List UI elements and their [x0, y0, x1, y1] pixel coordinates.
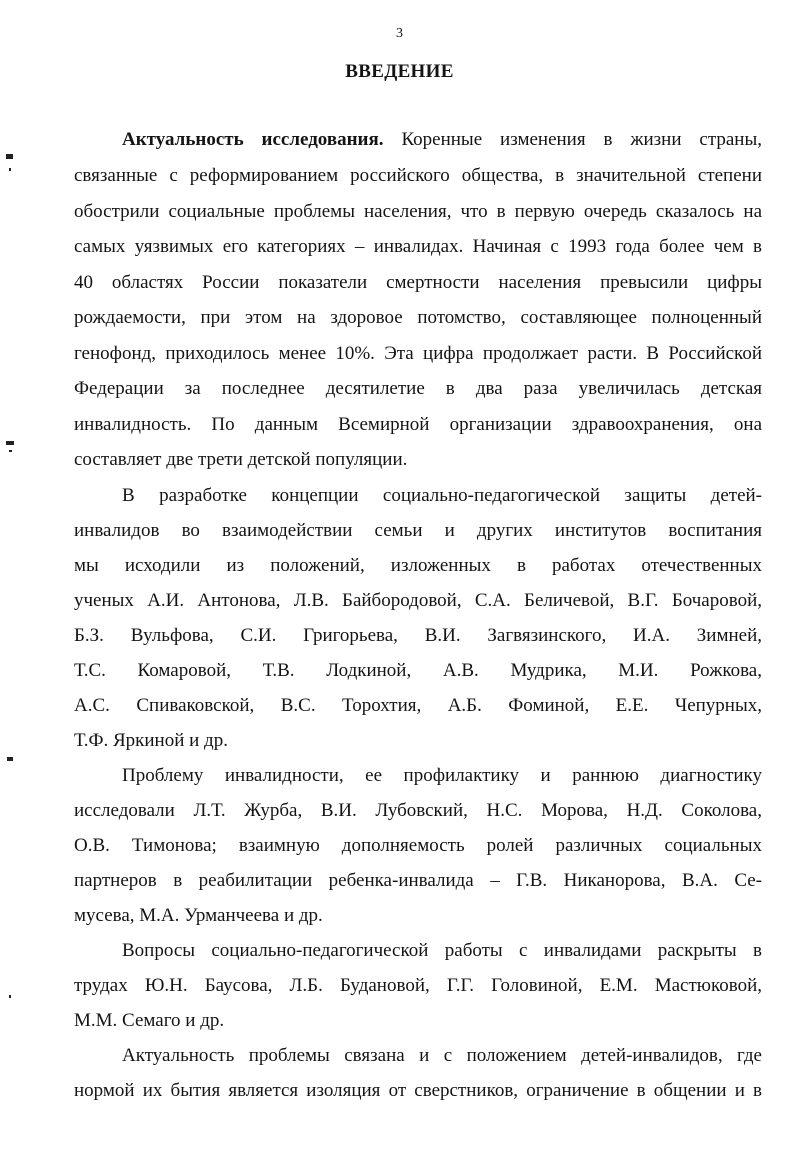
text-line: мы исходили из положений, изложенных в работах отечественных — [74, 555, 762, 576]
text-line: Актуальность проблемы связана и с положением детей-инвалидов, где — [122, 1045, 762, 1066]
page-number: 3 — [396, 26, 403, 41]
text-line: составляет две трети детской популяции. — [74, 449, 408, 470]
text-line: ученых А.И. Антонова, Л.В. Байбородовой, С.А. Беличевой, В.Г. Бочаровой, — [74, 590, 762, 611]
text-line: мусева, М.А. Урманчеева и др. — [74, 905, 323, 926]
scan-speck — [7, 757, 13, 761]
text-line: инвалидов во взаимодействии семьи и других институтов воспитания — [74, 520, 762, 541]
text-line: самых уязвимых его категориях – инвалидах. Начиная с 1993 года более чем в — [74, 236, 762, 257]
text-line: В разработке концепции социально-педагогической защиты детей- — [122, 485, 762, 506]
text-line: исследовали Л.Т. Журба, В.И. Лубовский, Н.С. Морова, Н.Д. Соколова, — [74, 800, 762, 821]
lead-heading: Актуальность исследования. — [122, 129, 384, 150]
scan-speck — [9, 168, 11, 171]
text-line: Вопросы социально-педагогической работы с инвалидами раскрыты в — [122, 940, 762, 961]
text-line: Т.Ф. Яркиной и др. — [74, 730, 228, 751]
text-line: генофонд, приходилось менее 10%. Эта цифра продолжает расти. В Российской — [74, 343, 762, 364]
page-title: ВВЕДЕНИЕ — [345, 61, 454, 82]
scan-speck — [9, 450, 12, 452]
text-line: М.М. Семаго и др. — [74, 1010, 225, 1031]
text-line: инвалидность. По данным Всемирной организации здравоохранения, она — [74, 414, 762, 435]
scan-speck — [9, 995, 11, 998]
text-line: 40 областях России показатели смертности населения превысили цифры — [74, 272, 762, 293]
text-line: партнеров в реабилитации ребенка-инвалида – Г.В. Никанорова, В.А. Се- — [74, 870, 762, 891]
text-line: А.С. Спиваковской, В.С. Торохтия, А.Б. Фоминой, Е.Е. Чепурных, — [74, 695, 762, 716]
text-line: Проблему инвалидности, ее профилактику и раннюю диагностику — [122, 765, 762, 786]
text-line: Т.С. Комаровой, Т.В. Лодкиной, А.В. Мудрика, М.И. Рожкова, — [74, 660, 762, 681]
text-line: связанные с реформированием российского общества, в значительной степени — [74, 165, 762, 186]
text-line: обострили социальные проблемы населения, что в первую очередь сказалось на — [74, 201, 762, 222]
text-line: трудах Ю.Н. Баусова, Л.Б. Будановой, Г.Г. Головиной, Е.М. Мастюковой, — [74, 975, 762, 996]
text-line: О.В. Тимонова; взаимную дополняемость ролей различных социальных — [74, 835, 762, 856]
text-line: Б.З. Вульфова, С.И. Григорьева, В.И. Загвязинского, И.А. Зимней, — [74, 625, 762, 646]
text-line: нормой их бытия является изоляция от сверстников, ограничение в общении и в — [74, 1080, 762, 1101]
scan-speck — [6, 154, 13, 159]
text-line: рождаемости, при этом на здоровое потомство, составляющее полноценный — [74, 307, 762, 328]
scan-speck — [6, 441, 14, 445]
text-line: Федерации за последнее десятилетие в два раза увеличилась детская — [74, 378, 762, 399]
text-line: Актуальность исследования. Коренные изменения в жизни страны, — [122, 129, 762, 150]
